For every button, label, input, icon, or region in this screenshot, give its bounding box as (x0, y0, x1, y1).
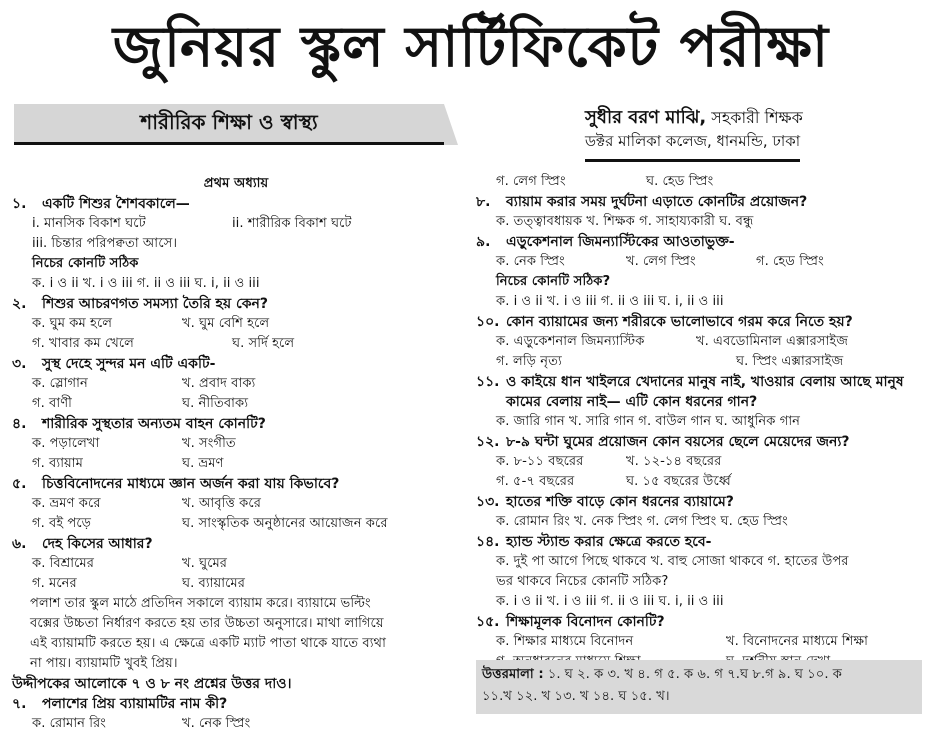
question-10-options-row2: গ. লড়ি নৃত্য ঘ. স্প্রিং এক্সারসাইজ (496, 354, 844, 369)
question-14-statements: ক. দুই পা আগে পিছে থাকবে খ. বাহু সোজা থাকবে গ. হাতের উপর (496, 554, 849, 569)
answer-key-line2: ১১.খ ১২. খ ১৩. খ ১৪. ঘ ১৫. খ। (482, 689, 670, 704)
author-role: সহকারী শিক্ষক (711, 108, 803, 127)
answer-key-line1: উত্তরমালা : ১. ঘ ২. ক ৩. খ ৪. গ ৫. ক ৬. গ ৭.ঘ ৮.গ ৯. ঘ ১০. ক (482, 667, 842, 682)
question-5-options-row1: ক. ভ্রমণ করে খ. আবৃত্তি করে (32, 496, 261, 511)
question-13-options: ক. রোমান রিং খ. নেক স্প্রিং গ. লেগ স্প্রিং ঘ. হেড স্প্রিং (496, 514, 788, 529)
stimulus-instruction: উদ্দীপকের আলোকে ৭ ও ৮ নং প্রশ্নের উত্তর দাও। (12, 676, 292, 692)
question-4: ৪. শারীরিক সুস্থতার অন্যতম বাহন কোনটি? (12, 416, 266, 432)
question-6-options-row1: ক. বিশ্রামের খ. ঘুমের (32, 556, 228, 571)
question-15-options-row1: ক. শিক্ষার মাধ্যমে বিনোদন খ. বিনোদনের মাধ্যমে শিক্ষা (496, 634, 868, 649)
question-8: ৮. ব্যায়াম করার সময় দুর্ঘটনা এড়াতে কোনটির প্রয়োজন? (476, 194, 808, 210)
stimulus-paragraph-line: এই ব্যায়ামটি করতে হয়। এ ক্ষেত্রে একটি ম্যাট পাতা থাকে যাতে ব্যথা (30, 636, 386, 651)
answer-key (476, 660, 922, 714)
question-9-statements: ক. নেক স্প্রিং খ. লেগ স্প্রিং গ. হেড স্প্রিং (496, 254, 824, 269)
left-column (12, 174, 460, 734)
question-11-options: ক. জারি গান খ. সারি গান গ. বাউল গান ঘ. আধুনিক গান (496, 414, 801, 429)
question-11: ১১. ও কাইয়ে ধান খাইলরে খেদানের মানুষ নাই, খাওয়ার বেলায় আছে মানুষ (476, 374, 904, 390)
question-14-options: ক. i ও ii খ. i ও iii গ. ii ও iii ঘ. i, ii ও iii (496, 594, 724, 609)
question-3-options-row1: ক. স্লোগান খ. প্রবাদ বাক্য (32, 376, 256, 391)
question-5-options-row2: গ. বই পড়ে ঘ. সাংস্কৃতিক অনুষ্ঠানের আয়োজন করে (32, 516, 388, 531)
question-3-options-row2: গ. বাণী ঘ. নীতিবাক্য (32, 396, 249, 411)
question-10-options-row1: ক. এড়ুকেশনাল জিমন্যাস্টিক খ. এবডোমিনাল এক্সারসাইজ (496, 334, 849, 349)
question-4-options-row1: ক. পড়ালেখা খ. সংগীত (32, 436, 236, 451)
subject-banner-cap (444, 104, 458, 145)
subject-title: শারীরিক শিক্ষা ও স্বাস্থ্য (140, 110, 318, 134)
question-3: ৩. সুস্থ দেহে সুন্দর মন এটি একটি- (12, 356, 216, 372)
question-9-which: নিচের কোনটি সঠিক? (496, 274, 611, 289)
question-15: ১৫. শিক্ষামূলক বিনোদন কোনটি? (476, 614, 665, 630)
question-7-options-row2: গ. লেগ স্প্রিং ঘ. হেড স্প্রিং (496, 174, 714, 189)
question-4-options-row2: গ. ব্যায়াম ঘ. ভ্রমণ (32, 456, 224, 471)
question-1-which: নিচের কোনটি সঠিক (32, 256, 139, 271)
question-5: ৫. চিত্তবিনোদনের মাধ্যমে জ্ঞান অর্জন করা যায় কিভাবে? (12, 476, 340, 492)
question-1-options: ক. i ও ii খ. i ও iii গ. ii ও iii ঘ. i, ii ও iii (32, 276, 260, 291)
page-title: জুনিয়র স্কুল সার্টিফিকেট পরীক্ষা (112, 15, 830, 80)
question-6: ৬. দেহ কিসের আধার? (12, 536, 153, 552)
question-7-options-row1: ক. রোমান রিং খ. নেক স্প্রিং (32, 716, 251, 731)
question-14: ১৪. হ্যান্ড স্ট্যান্ড করার ক্ষেত্রে করতে হবে- (476, 534, 712, 550)
question-12-options-row2: গ. ৫-৭ বছরের ঘ. ১৫ বছরের উর্ধ্বে (496, 474, 731, 489)
question-9: ৯. এড়ুকেশনাল জিমন্যাস্টিকের আওতাভুক্ত- (476, 234, 735, 250)
author-name: সুধীর বরণ মাঝি, (585, 107, 707, 128)
question-1: ১. একটি শিশুর শৈশবকালে— (12, 196, 190, 212)
author-college: ডক্টর মালিকা কলেজ, ধানমন্ডি, ঢাকা (585, 130, 800, 162)
question-11-cont: কামের বেলায় নাই— এটি কোন ধরনের গান? (506, 394, 758, 410)
question-10: ১০. কোন ব্যায়ামের জন্য শরীরকে ভালোভাবে গরম করে নিতে হয়? (476, 314, 853, 330)
stimulus-paragraph-line: বক্সের উচ্চতা নির্ধারণ করতে হয় তার উচ্চতা অনুসারে। মাথা লাগিয়ে (30, 616, 384, 631)
right-column (476, 172, 926, 672)
question-7: ৭. পলাশের প্রিয় ব্যায়ামটির নাম কী? (12, 696, 228, 712)
question-14-which: ভর থাকবে নিচের কোনটি সঠিক? (496, 574, 669, 589)
stimulus-paragraph-line: না পায়। ব্যায়ামটি খুবই প্রিয়। (30, 656, 178, 671)
question-9-options: ক. i ও ii খ. i ও iii গ. ii ও iii ঘ. i, ii ও iii (496, 294, 724, 309)
question-6-options-row2: গ. মনের ঘ. ব্যায়ামের (32, 576, 245, 591)
question-8-options: ক. তত্ত্বাবধায়ক খ. শিক্ষক গ. সাহায্যকারী ঘ. বন্ধু (496, 214, 754, 229)
question-12-options-row1: ক. ৮-১১ বছরের খ. ১২-১৪ বছরের (496, 454, 722, 469)
question-2-options-row2: গ. খাবার কম খেলে ঘ. সর্দি হলে (32, 336, 295, 351)
question-2: ২. শিশুর আচরণগত সমস্যা তৈরি হয় কেন? (12, 296, 268, 312)
stimulus-paragraph-line: পলাশ তার স্কুল মাঠে প্রতিদিন সকালে ব্যায়াম করে। ব্যায়ামে ভল্টিং (30, 596, 371, 611)
question-12: ১২. ৮-৯ ঘন্টা ঘুমের প্রয়োজন কোন বয়সের ছেলে মেয়েদের জন্য? (476, 434, 850, 450)
question-1-statement-iii: iii. চিন্তার পরিপক্বতা আসে। (32, 236, 178, 251)
question-2-options-row1: ক. ঘুম কম হলে খ. ঘুম বেশি হলে (32, 316, 270, 331)
question-1-statements: i. মানসিক বিকাশ ঘটে ii. শারীরিক বিকাশ ঘটে (32, 216, 352, 231)
answer-key-label: উত্তরমালা : (482, 667, 544, 682)
question-13: ১৩. হাতের শক্তি বাড়ে কোন ধরনের ব্যায়ামে? (476, 494, 734, 510)
chapter-heading: প্রথম অধ্যায় (203, 176, 269, 191)
